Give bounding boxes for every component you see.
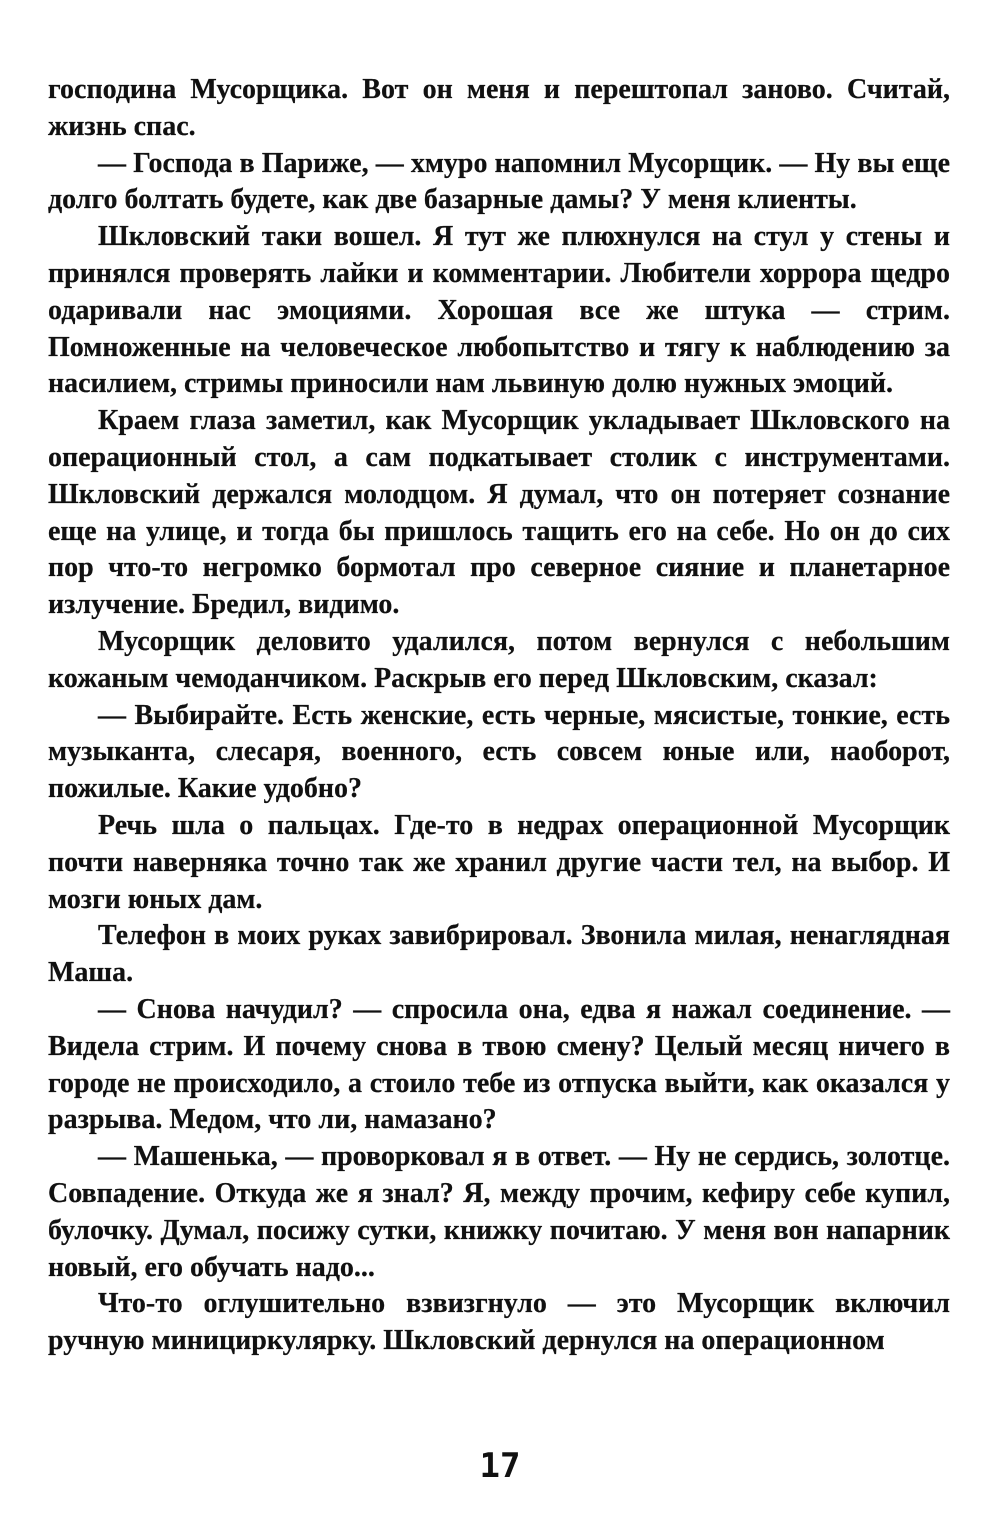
paragraph-10: — Машенька, — проворковал я в ответ. — Ну не сердись, золотце. Совпадение. Откуда же я знал? Я, между прочим, кефиру себе купил, булочку. Думал, посижу сутки, книжку почитаю. У меня вон напарник новый, его обучать надо...: [48, 1141, 950, 1283]
paragraph-6: — Выбирайте. Есть женские, есть черные, мясистые, тонкие, есть музыканта, слесаря, военного, есть совсем юные или, наоборот, пожилые. Какие удобно?: [48, 699, 950, 805]
paragraph-2: — Господа в Париже, — хмуро напомнил Мусорщик. — Ну вы еще долго болтать будете, как две базарные дамы? У меня клиенты.: [48, 147, 950, 216]
page-number: 17: [479, 1446, 521, 1486]
paragraph-5: Мусорщик деловито удалился, потом вернулся с небольшим кожаным чемоданчиком. Раскрыв его перед Шкловским, сказал:: [48, 625, 950, 694]
paragraph-4: Краем глаза заметил, как Мусорщик укладывает Шкловского на операционный стол, а сам подкатывает столик с инструментами. Шкловский держался молодцом. Я думал, что он потеряет сознание еще на улице, и тогда бы пришлось тащить его на себе. Но он до сих пор что-то негромко бормотал про северное сияние и планетарное излучение. Бредил, видимо.: [48, 405, 950, 621]
paragraph-3: Шкловский таки вошел. Я тут же плюхнулся на стул у стены и принялся проверять лайки и комментарии. Любители хоррора щедро одаривали нас эмоциями. Хорошая все же штука — стрим. Помноженные на человеческое любопытство и тягу к наблюдению за насилием, стримы приносили нам львиную долю нужных эмоций.: [48, 221, 950, 400]
paragraph-8: Телефон в моих руках завибрировал. Звонила милая, ненаглядная Маша.: [48, 920, 950, 989]
paragraph-1: господина Мусорщика. Вот он меня и перештопал заново. Считай, жизнь спас.: [48, 74, 950, 142]
body-text: [48, 72, 950, 1360]
paragraph-9: — Снова начудил? — спросила она, едва я нажал соединение. — Видела стрим. И почему снова в твою смену? Целый месяц ничего в городе не происходило, а стоило тебе из отпуска выйти, как оказался у разрыва. Медом, что ли, намазано?: [48, 993, 950, 1136]
paragraph-11: Что-то оглушительно взвизгнуло — это Мусорщик включил ручную минициркулярку. Шкловский дернулся на операционном: [48, 1288, 950, 1357]
paragraph-7: Речь шла о пальцах. Где-то в недрах операционной Мусорщик почти наверняка точно так же хранил другие части тел, на выбор. И мозги юных дам.: [48, 809, 950, 915]
